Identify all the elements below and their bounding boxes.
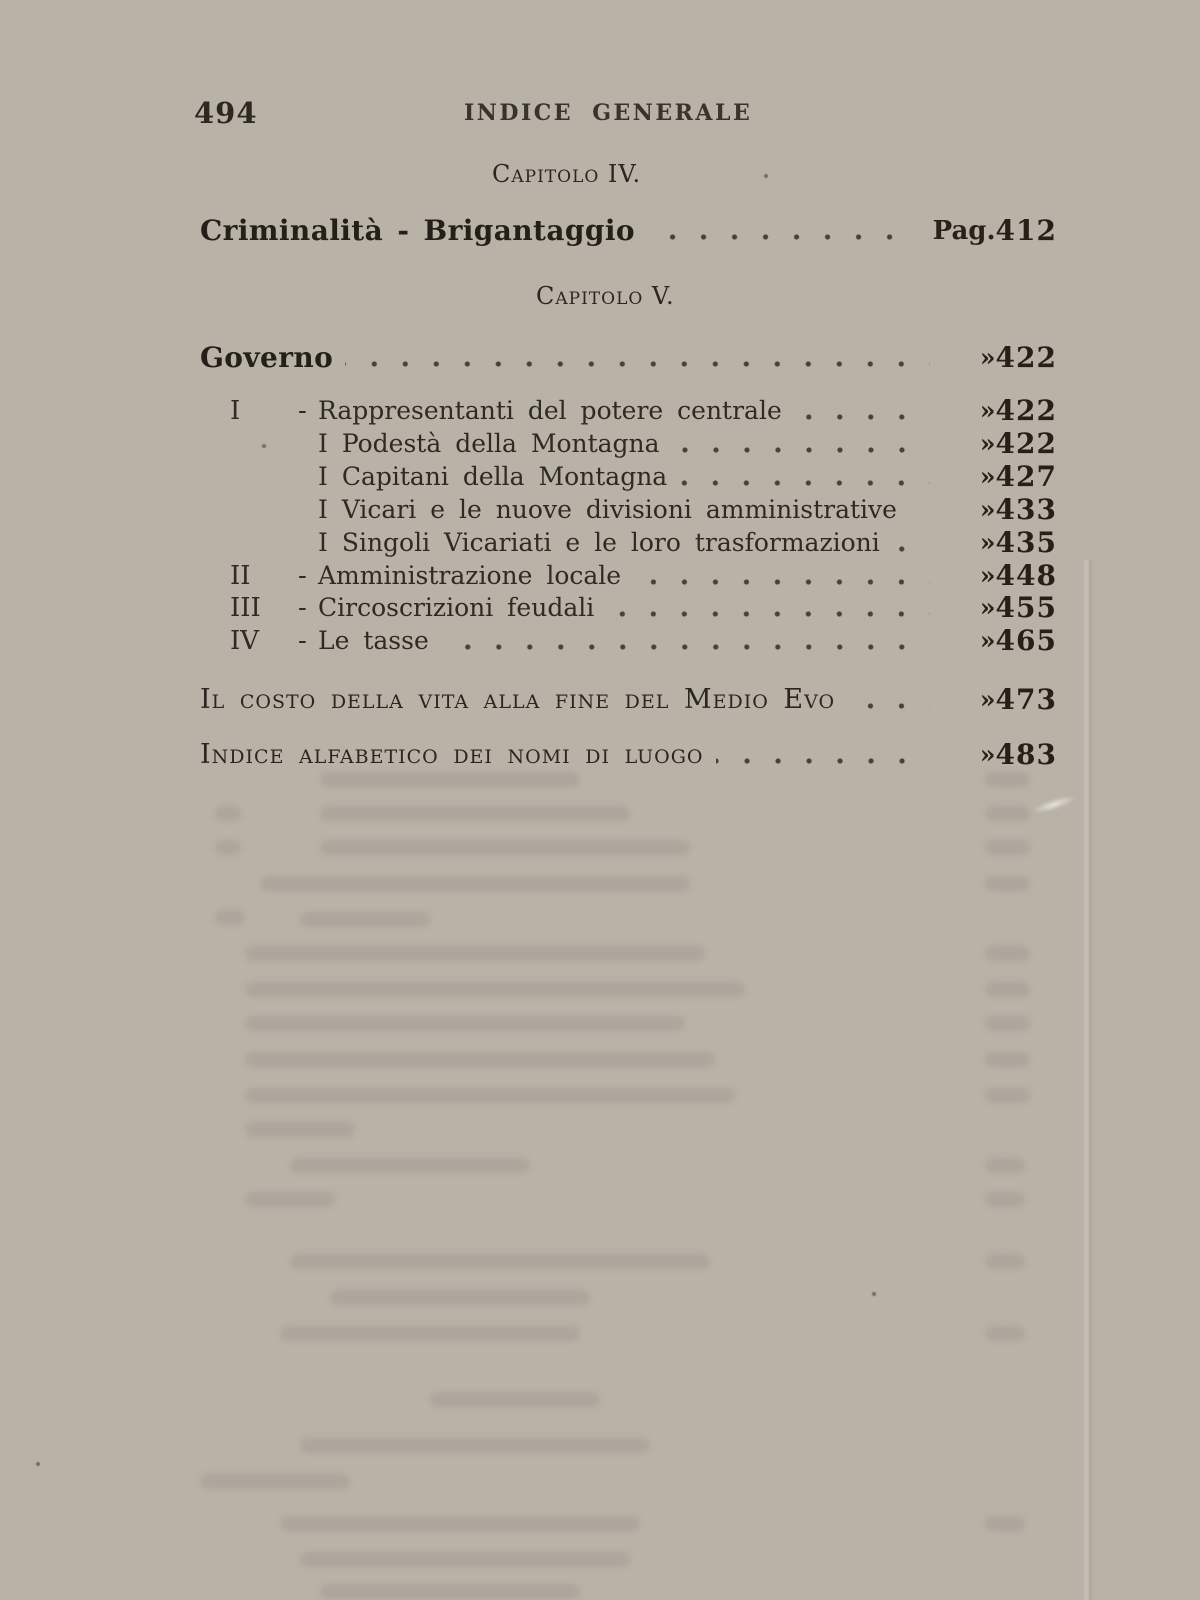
toc-entry-page: 455 <box>995 591 1057 624</box>
dot-leader <box>909 513 930 519</box>
dot-leader <box>647 234 918 240</box>
bleed-through-line <box>985 772 1030 787</box>
dot-leader <box>345 361 929 367</box>
toc-entry-governo <box>200 340 1057 376</box>
bleed-through-line <box>215 910 245 925</box>
toc-entry-page: 465 <box>995 624 1057 657</box>
toc-entry-singoli-vicariati <box>200 525 1057 561</box>
section-dash: - <box>298 593 307 623</box>
chapter-heading-v: Capitolo V. <box>536 282 675 310</box>
bleed-through-line <box>985 1326 1025 1341</box>
bleed-through-line <box>985 1088 1030 1103</box>
toc-entry-indice-alfabetico <box>200 737 1057 773</box>
bleed-through-line <box>290 1158 530 1173</box>
toc-entry-label: Amministrazione locale <box>318 561 622 590</box>
bleed-through-line <box>245 982 745 997</box>
toc-entry-label: Governo <box>200 341 334 374</box>
dot-leader <box>606 611 929 617</box>
toc-entry-label: I Podestà della Montagna <box>318 429 660 458</box>
toc-entry-amministrazione <box>200 558 1057 594</box>
toc-entry-page: 422 <box>995 427 1057 460</box>
ditto-guillemet: » <box>979 740 996 769</box>
ditto-guillemet: » <box>979 593 996 622</box>
toc-entry-page: 412 <box>995 214 1057 247</box>
bleed-through-line <box>245 1088 735 1103</box>
toc-entry-page: 473 <box>995 683 1057 716</box>
bleed-through-line <box>985 946 1030 961</box>
toc-entry-podesta <box>200 426 1057 462</box>
bleed-through-line <box>245 1052 715 1067</box>
toc-entry-label: Le tasse <box>318 626 429 655</box>
toc-entry-capitani <box>200 459 1057 495</box>
bleed-through-line <box>985 1192 1025 1207</box>
bleed-through-line <box>300 912 430 927</box>
page-ref-abbrev: Pag. <box>932 216 996 246</box>
toc-entry-page: 422 <box>995 394 1057 427</box>
bleed-through-line <box>320 1584 580 1599</box>
dot-leader <box>672 447 930 453</box>
ditto-guillemet: » <box>979 528 996 557</box>
bleed-through-line <box>200 1474 350 1489</box>
bleed-through-line <box>245 1122 355 1137</box>
section-numeral: III <box>230 593 261 623</box>
bleed-through-line <box>215 840 241 855</box>
section-dash: - <box>298 626 307 656</box>
dot-leader <box>633 579 929 585</box>
bleed-through-line <box>300 1438 650 1453</box>
toc-entry-vicari <box>200 492 1057 528</box>
bleed-through-line <box>245 1192 335 1207</box>
section-numeral: I <box>230 396 241 426</box>
bleed-through-line <box>320 772 580 787</box>
bleed-through-line <box>985 1158 1025 1173</box>
ditto-guillemet: » <box>979 626 996 655</box>
toc-entry-label: Rappresentanti del potere centrale <box>318 396 782 425</box>
bleed-through-line <box>215 806 241 821</box>
toc-entry-page: 483 <box>995 738 1057 771</box>
page-crease <box>1082 560 1094 1600</box>
dot-leader <box>679 480 929 486</box>
toc-entry-page: 448 <box>995 559 1057 592</box>
bleed-through-line <box>985 1516 1025 1531</box>
bleed-through-line <box>280 1326 580 1341</box>
toc-entry-tasse <box>200 623 1057 659</box>
paper-speck <box>36 1462 40 1466</box>
paper-speck <box>262 444 266 448</box>
ditto-guillemet: » <box>979 495 996 524</box>
toc-entry-label: Circoscrizioni feudali <box>318 593 595 622</box>
toc-entry-label: I Vicari e le nuove divisioni amministrative <box>318 495 897 524</box>
bleed-through-line <box>245 1016 685 1031</box>
bleed-through-line <box>985 1254 1025 1269</box>
bleed-through-line <box>320 806 630 821</box>
bleed-through-line <box>985 1016 1030 1031</box>
bleed-through-line <box>430 1392 600 1407</box>
bleed-through-line <box>300 1552 630 1567</box>
toc-entry-page: 427 <box>995 460 1057 493</box>
toc-entry-label: Il costo della vita alla fine del Medio Evo <box>200 684 836 715</box>
toc-entry-label: I Capitani della Montagna <box>318 462 668 491</box>
paper-speck <box>764 174 768 178</box>
page-number-folio: 494 <box>194 96 258 130</box>
bleed-through-line <box>985 806 1030 821</box>
ditto-guillemet: » <box>979 685 996 714</box>
bleed-through-line <box>245 946 705 961</box>
ditto-guillemet: » <box>979 429 996 458</box>
dot-leader <box>847 703 929 709</box>
bleed-through-line <box>320 840 690 855</box>
chapter-heading-iv: Capitolo IV. <box>492 160 642 188</box>
bleed-through-line <box>985 1052 1030 1067</box>
dot-leader <box>716 758 930 764</box>
bleed-through-line <box>985 876 1030 891</box>
section-numeral: II <box>230 561 251 591</box>
crease-highlight <box>1025 790 1082 820</box>
toc-entry-label: I Singoli Vicariati e le loro trasformazioni <box>318 528 880 557</box>
paper-speck <box>872 1292 876 1296</box>
toc-entry-label: Criminalità - Brigantaggio <box>200 214 635 247</box>
section-numeral: IV <box>230 626 260 656</box>
toc-entry-page: 422 <box>995 341 1057 374</box>
dot-leader <box>794 414 930 420</box>
bleed-through-line <box>985 982 1030 997</box>
section-dash: - <box>298 396 307 426</box>
dot-leader <box>892 546 930 552</box>
dot-leader <box>441 644 930 650</box>
ditto-guillemet: » <box>979 396 996 425</box>
section-dash: - <box>298 561 307 591</box>
toc-entry-costo-della-vita <box>200 682 1057 718</box>
toc-entry-page: 433 <box>995 493 1057 526</box>
bleed-through-line <box>260 876 690 891</box>
toc-entry-criminalita <box>200 213 1057 249</box>
toc-entry-circoscrizioni <box>200 590 1057 626</box>
bleed-through-line <box>330 1290 590 1305</box>
bleed-through-line <box>985 840 1030 855</box>
toc-entry-rappresentanti <box>200 393 1057 429</box>
bleed-through-line <box>280 1516 640 1531</box>
toc-entry-label: Indice alfabetico dei nomi di luogo <box>200 739 704 770</box>
running-title: INDICE GENERALE <box>464 100 753 126</box>
ditto-guillemet: » <box>979 462 996 491</box>
ditto-guillemet: » <box>979 343 996 372</box>
bleed-through-line <box>290 1254 710 1269</box>
ditto-guillemet: » <box>979 561 996 590</box>
toc-entry-page: 435 <box>995 526 1057 559</box>
